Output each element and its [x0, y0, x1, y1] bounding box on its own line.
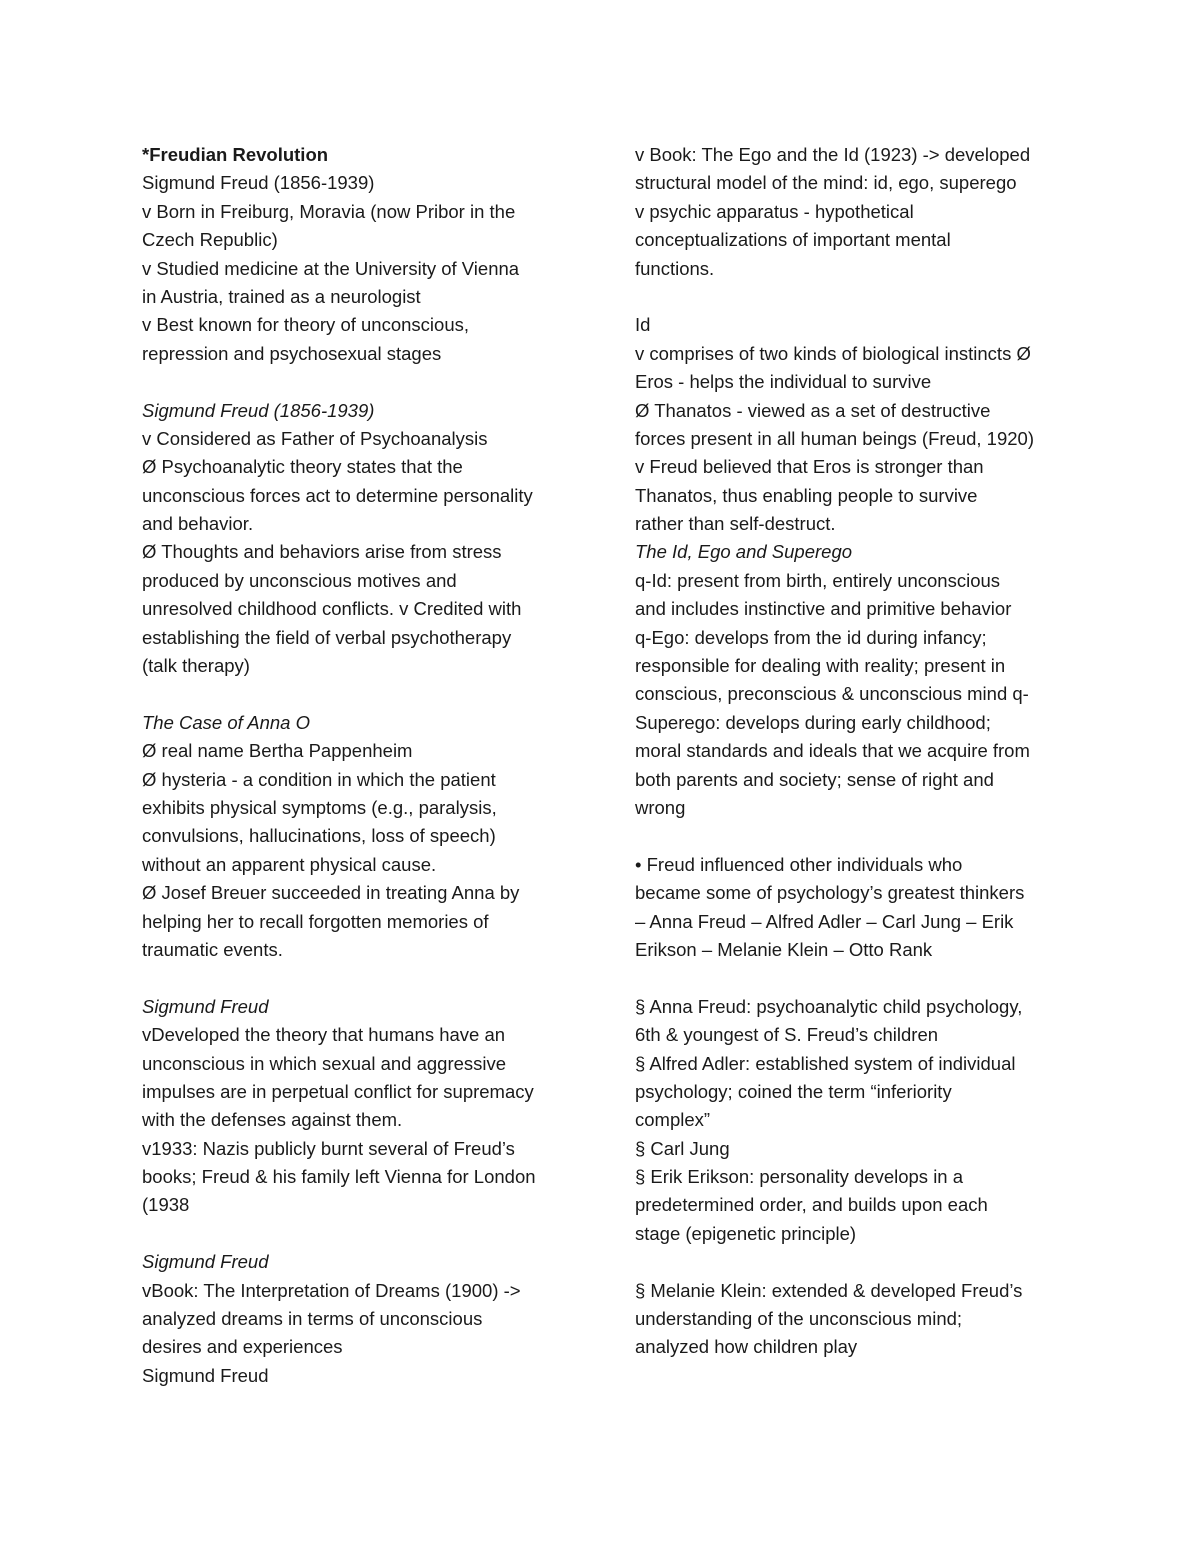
section-heading: Sigmund Freud [142, 995, 269, 1017]
text-line: vBook: The Interpretation of Dreams (1900) -> [142, 1279, 521, 1301]
text-line: traumatic events. [142, 938, 283, 960]
blank-line [635, 822, 1075, 850]
text-line: and behavior. [142, 513, 254, 535]
text-line: unresolved childhood conflicts. v Credited with [142, 598, 522, 620]
text-line: rather than self-destruct. [635, 513, 836, 535]
text-line: unconscious in which sexual and aggressive [142, 1052, 507, 1074]
text-line: v psychic apparatus - hypothetical [635, 200, 914, 222]
text-line: v Freud believed that Eros is stronger than [635, 456, 984, 478]
text-line: q-Ego: develops from the id during infancy; [635, 626, 987, 648]
text-line: predetermined order, and builds upon each [635, 1194, 988, 1216]
text-line: books; Freud & his family left Vienna for London [142, 1166, 536, 1188]
text-line: v Born in Freiburg, Moravia (now Pribor in the [142, 200, 516, 222]
text-line: responsible for dealing with reality; present in [635, 655, 1006, 677]
text-line: both parents and society; sense of right and [635, 768, 994, 790]
text-line: – Anna Freud – Alfred Adler – Carl Jung – Erik [635, 910, 1014, 932]
blank-line [635, 1248, 1075, 1276]
text-line: Sigmund Freud (1856-1939) [142, 172, 375, 194]
text-line: 6th & youngest of S. Freud’s children [635, 1024, 939, 1046]
text-line: helping her to recall forgotten memories of [142, 910, 489, 932]
text-line: unconscious forces act to determine personality [142, 484, 533, 506]
text-line: (1938 [142, 1194, 190, 1216]
text-line: forces present in all human beings (Freud, 1920) [635, 427, 1034, 449]
text-line: Ø Josef Breuer succeeded in treating Anna by [142, 882, 520, 904]
text-line: convulsions, hallucinations, loss of speech) [142, 825, 496, 847]
text-line: complex” [635, 1109, 711, 1131]
left-column [142, 141, 582, 1390]
text-line: Sigmund Freud [142, 1364, 269, 1386]
text-line: in Austria, trained as a neurologist [142, 285, 421, 307]
text-line: Ø real name Bertha Pappenheim [142, 740, 413, 762]
text-line: v1933: Nazis publicly burnt several of Freud’s [142, 1137, 515, 1159]
text-line: wrong [635, 796, 686, 818]
text-line: v Considered as Father of Psychoanalysis [142, 427, 488, 449]
text-line: moral standards and ideals that we acquire from [635, 740, 1030, 762]
section-heading: The Id, Ego and Superego [635, 541, 853, 563]
section-heading: Sigmund Freud [142, 1251, 269, 1273]
blank-line [635, 283, 1075, 311]
text-line: became some of psychology’s greatest thinkers [635, 882, 1025, 904]
text-line: Id [635, 314, 651, 336]
text-line: desires and experiences [142, 1336, 343, 1358]
section-heading: Sigmund Freud (1856-1939) [142, 399, 375, 421]
text-line: with the defenses against them. [142, 1109, 403, 1131]
text-line: § Alfred Adler: established system of individual [635, 1052, 1016, 1074]
text-line: Ø hysteria - a condition in which the patient [142, 768, 496, 790]
text-line: vDeveloped the theory that humans have an [142, 1024, 506, 1046]
text-line: analyzed how children play [635, 1336, 858, 1358]
text-line: stage (epigenetic principle) [635, 1222, 857, 1244]
text-line: structural model of the mind: id, ego, superego [635, 172, 1017, 194]
blank-line [142, 368, 582, 396]
text-line: v Best known for theory of unconscious, [142, 314, 470, 336]
right-column [635, 141, 1075, 1362]
text-line: repression and psychosexual stages [142, 342, 442, 364]
text-line: functions. [635, 257, 715, 279]
text-line: and includes instinctive and primitive behavior [635, 598, 1012, 620]
text-line: v comprises of two kinds of biological instincts Ø [635, 342, 1031, 364]
text-line: conscious, preconscious & unconscious mind q- [635, 683, 1029, 705]
text-line: establishing the field of verbal psychotherapy [142, 626, 512, 648]
text-line: conceptualizations of important mental [635, 229, 951, 251]
text-line: Superego: develops during early childhood; [635, 711, 991, 733]
text-line: Thanatos, thus enabling people to survive [635, 484, 978, 506]
text-line: Czech Republic) [142, 229, 278, 251]
text-line: q-Id: present from birth, entirely unconscious [635, 569, 1001, 591]
blank-line [635, 964, 1075, 992]
text-line: Ø Thoughts and behaviors arise from stress [142, 541, 502, 563]
text-line: Ø Psychoanalytic theory states that the [142, 456, 463, 478]
text-line: Ø Thanatos - viewed as a set of destructive [635, 399, 991, 421]
text-line: without an apparent physical cause. [142, 853, 437, 875]
text-line: v Studied medicine at the University of Vienna [142, 257, 520, 279]
text-line: § Carl Jung [635, 1137, 730, 1159]
text-line: produced by unconscious motives and [142, 569, 457, 591]
text-line: psychology; coined the term “inferiority [635, 1080, 952, 1102]
text-line: Eros - helps the individual to survive [635, 371, 932, 393]
text-line: Erikson – Melanie Klein – Otto Rank [635, 938, 933, 960]
text-line: exhibits physical symptoms (e.g., paralysis, [142, 796, 497, 818]
document-title: *Freudian Revolution [142, 144, 329, 165]
text-line: (talk therapy) [142, 655, 250, 677]
blank-line [142, 1220, 582, 1248]
text-line: § Melanie Klein: extended & developed Freud’s [635, 1279, 1023, 1301]
text-line: § Anna Freud: psychoanalytic child psychology, [635, 995, 1023, 1017]
text-line: v Book: The Ego and the Id (1923) -> developed [635, 144, 1031, 165]
text-line: impulses are in perpetual conflict for supremacy [142, 1080, 534, 1102]
blank-line [142, 680, 582, 708]
text-line: analyzed dreams in terms of unconscious [142, 1308, 483, 1330]
text-line: • Freud influenced other individuals who [635, 853, 963, 875]
section-heading: The Case of Anna O [142, 711, 310, 733]
text-line: understanding of the unconscious mind; [635, 1308, 963, 1330]
text-line: § Erik Erikson: personality develops in a [635, 1166, 964, 1188]
blank-line [142, 964, 582, 992]
